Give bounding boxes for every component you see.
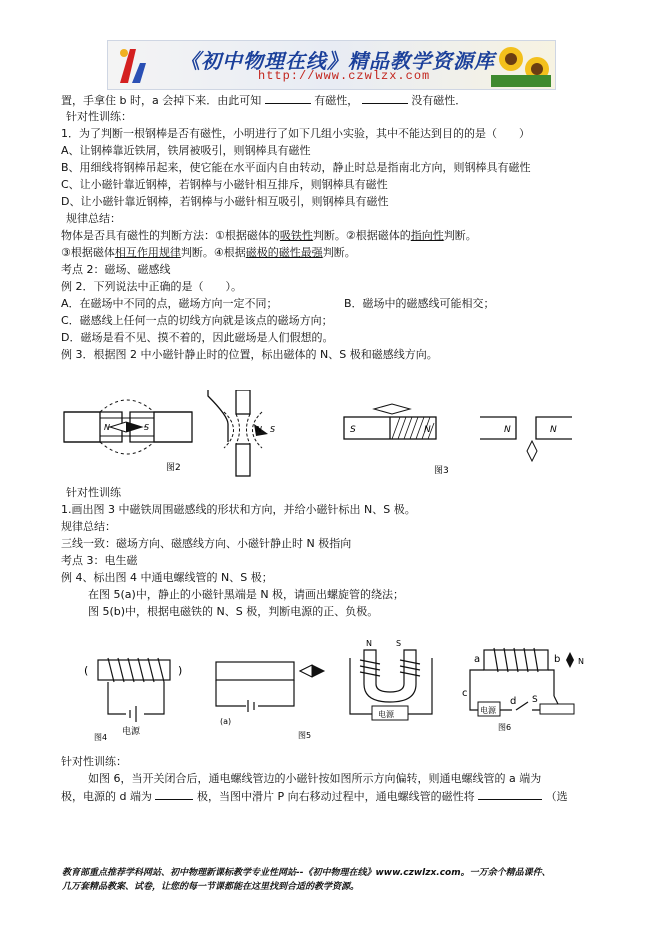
text: 判断。 (322, 246, 356, 259)
question-text: 1.画出图 3 中磁铁周围磁感线的形状和方向，并给小磁针标出 N、S 极。 (61, 503, 416, 516)
answer-blank[interactable] (155, 789, 193, 800)
question-text: 如图 6，当开关闭合后，通电螺线管边的小磁针按如图所示方向偏转，则通电螺线管的 a 端为 (88, 772, 542, 785)
option-b: B、用细线将钢棒吊起来，使它能在水平面内自由转动，静止时总是指南北方向，则钢棒具有磁性 (61, 161, 531, 174)
d-label: d (510, 696, 517, 707)
section-heading: 规律总结： (61, 520, 116, 533)
section-heading: 考点 3：电生磁 (61, 554, 138, 567)
option-a: A．在磁场中不同的点，磁场方向一定不同； (61, 297, 278, 310)
s-label: S (270, 425, 276, 434)
paren: ) (178, 664, 183, 677)
section-heading: 针对性训练： (66, 110, 132, 123)
text: 极，电源的 d 端为 (61, 790, 152, 803)
text: 判断。④根据 (180, 246, 246, 259)
text: 指向性 (410, 229, 444, 242)
a-label: a (474, 654, 481, 665)
text: 没有磁性． (411, 94, 467, 107)
answer-blank[interactable] (362, 93, 408, 104)
answer-blank[interactable] (265, 93, 311, 104)
figure-6 (454, 640, 594, 732)
option-c: C、让小磁针靠近钢棒，若钢棒与小磁针相互排斥，则钢棒具有磁性 (61, 178, 388, 191)
option-d: D．磁场是看不见、摸不着的，因此磁场是人们假想的。 (61, 331, 334, 344)
section-heading: 针对性训练 (66, 486, 121, 499)
figure-4 (80, 646, 200, 742)
n-label: N (550, 425, 557, 435)
option-a: A、让钢棒靠近铁屑，铁屑被吸引，则钢棒具有磁性 (61, 144, 311, 157)
question-text: 例 4、标出图 4 中通电螺线管的 N、S 极； (61, 571, 273, 584)
text: 判断。 (443, 229, 477, 242)
text: 极，当图中滑片 P 向右移动过程中，通电螺线管的磁性将 (196, 790, 475, 803)
figure-2-caption: 图2 (166, 463, 181, 473)
text-line: 在图 5(a)中，静止的小磁针黑端是 N 极，请画出螺旋管的绕法； (88, 588, 405, 601)
figure-3 (340, 395, 580, 475)
text: 判断。②根据磁体的 (312, 229, 411, 242)
figure-4-caption: 图4 (94, 733, 108, 742)
figure-5a (212, 654, 332, 740)
text-line: 三线一致：磁场方向、磁感线方向、小磁针静止时 N 极指向 (61, 537, 352, 550)
text-line (61, 93, 466, 108)
text: 相互作用规律 (114, 246, 181, 259)
text-line (61, 789, 568, 804)
power-label: 电源 (378, 710, 394, 719)
n-label: N (424, 425, 431, 435)
figure-2 (60, 390, 330, 478)
text-line (61, 229, 477, 243)
n-label: N (578, 657, 584, 666)
figure-5a-label: (a) (220, 717, 232, 726)
logo-icon (114, 43, 154, 87)
n-label: N (104, 423, 110, 432)
s-label: S (396, 639, 402, 648)
text: ③根据磁体 (61, 246, 115, 259)
s-label: S (350, 425, 356, 435)
text: 吸铁性 (279, 229, 313, 242)
banner-url: http://www.czwlzx.com (258, 69, 431, 83)
option-b: B．磁场中的磁感线可能相交； (344, 297, 495, 310)
text: （选 (545, 790, 568, 803)
question-text: 例 2．下列说法中正确的是（ ）。 (61, 280, 242, 293)
figure-6-caption: 图6 (498, 723, 512, 732)
footer-line-2: 几万套精品教案、试卷，让您的每一节课都能在这里找到合适的教学资源。 (62, 882, 360, 892)
s-label: S (144, 423, 150, 432)
question-text: 例 3．根据图 2 中小磁针静止时的位置，标出磁体的 N、S 极和磁感线方向。 (61, 348, 438, 361)
text: 置，手拿住 b 时，a 会掉下来．由此可知 (61, 94, 262, 107)
sunflower-icon (491, 43, 551, 87)
answer-blank[interactable] (478, 789, 542, 800)
section-heading: 考点 2：磁场、磁感线 (61, 263, 171, 276)
option-c: C．磁感线上任何一点的切线方向就是该点的磁场方向； (61, 314, 333, 327)
question-text: 1．为了判断一根钢棒是否有磁性，小明进行了如下几组小实验，其中不能达到目的的是（ ） (61, 127, 530, 140)
n-label: N (366, 639, 372, 648)
section-heading: 针对性训练： (61, 755, 127, 768)
power-label: 电源 (122, 727, 141, 737)
text-line: 图 5(b)中，根据电磁铁的 N、S 极，判断电源的正、负极。 (88, 605, 379, 618)
paren: ( (84, 664, 89, 677)
figure-5b (346, 636, 436, 722)
footer-line-1: 教育部重点推荐学科网站、初中物理新课标教学专业性网站--《初中物理在线》www.czwlzx.com。一万余个精品课件、 (62, 868, 551, 878)
header-banner (107, 40, 556, 90)
s-label: S (532, 695, 538, 705)
power-label: 电源 (480, 706, 496, 715)
section-heading: 规律总结： (66, 212, 121, 225)
n-label: N (504, 425, 511, 435)
text: 物体是否具有磁性的判断方法：①根据磁体的 (61, 229, 280, 242)
option-d: D、让小磁针靠近钢棒，若钢棒与小磁针相互吸引，则钢棒具有磁性 (61, 195, 389, 208)
text-line (61, 246, 356, 260)
figure-3-caption: 图3 (434, 466, 449, 475)
c-label: c (462, 688, 468, 699)
banner-title: 《初中物理在线》精品教学资源库 (180, 49, 495, 73)
figure-5-caption: 图5 (298, 731, 312, 740)
text: 有磁性， (314, 94, 359, 107)
text: 磁极的磁性最强 (245, 246, 323, 259)
n-label: N (256, 425, 262, 434)
b-label: b (554, 654, 561, 665)
